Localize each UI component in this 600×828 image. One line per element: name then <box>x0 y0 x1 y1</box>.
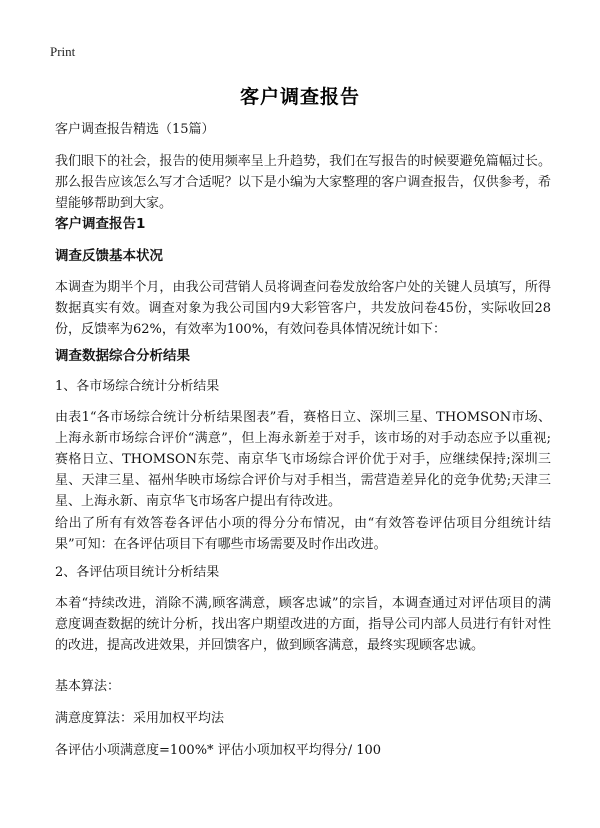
heading-analysis-results: 调查数据综合分析结果 <box>55 348 190 364</box>
subheading-item-analysis: 2、各评估项目统计分析结果 <box>55 565 220 580</box>
basic-algorithm-label: 基本算法： <box>55 679 121 694</box>
distribution-paragraph: 给出了所有有效答卷各评估小项的得分分布情况，由“有效答卷评估项目分组统计结果”可知：在各评估项目下有哪些市场需要及时作出改进。 <box>55 516 551 552</box>
document-title: 客户调查报告 <box>239 86 360 108</box>
basic-status-paragraph: 本调查为期半个月，由我公司营销人员将调查问卷发放给客户处的关键人员填写，所得数据真实有效。调查对象为我公司国内9大彩管客户，共发放问卷45份，实际收回28份，反馈率为62%，有效率为100%，有效问卷具体情况统计如下： <box>55 280 551 337</box>
heading-basic-status: 调查反馈基本状况 <box>55 248 163 264</box>
market-analysis-paragraph: 由表1“各市场综合统计分析结果图表”看，赛格日立、深圳三星、THOMSON市场、上海永新市场综合评价“满意”，但上海永新差于对手，该市场的对手动态应予以重视;赛格日立、THOMSON东莞、南京华飞市场综合评价优于对手，应继续保持;深圳三星、天津三星、福州华映市场综合评价与对手相当，需营造差异化的竞争优势;天津三星、上海永新、南京华飞市场客户提出有待改进。 <box>55 410 551 509</box>
section-title: 客户调查报告1 <box>55 216 146 232</box>
document-subtitle: 客户调查报告精选（15篇） <box>55 122 215 137</box>
satisfaction-algorithm-line: 满意度算法：采用加权平均法 <box>55 711 225 726</box>
print-link[interactable]: Print <box>50 44 76 59</box>
subheading-market-analysis: 1、各市场综合统计分析结果 <box>55 379 220 394</box>
intro-paragraph: 我们眼下的社会，报告的使用频率呈上升趋势，我们在写报告的时候要避免篇幅过长。那么报告应该怎么写才合适呢？以下是小编为大家整理的客户调查报告，仅供参考，希望能够帮助到大家。 <box>55 154 551 211</box>
principle-paragraph: 本着“持续改进，消除不满,顾客满意，顾客忠诚”的宗旨，本调查通过对评估项目的满意度调查数据的统计分析，找出客户期望改进的方面，指导公司内部人员进行有针对性的改进，提高改进效果，并回馈客户，做到顾客满意，最终实现顾客忠诚。 <box>55 596 551 653</box>
formula-line: 各评估小项满意度=100%* 评估小项加权平均得分/ 100 <box>55 743 382 758</box>
